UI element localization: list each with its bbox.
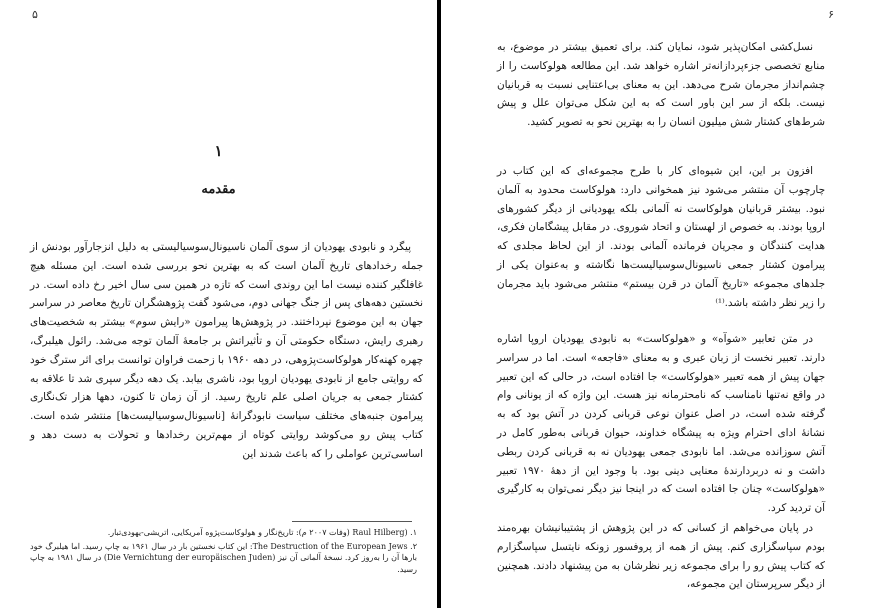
footnote: ۲. The Destruction of the European Jews: این کتاب نخستین بار در سال ۱۹۶۱ به چاپ رسید. اما هیلبرگ خود بارها آن را به‌روز کرد. نسخهٔ آلمانی آن نیز (Die Vernichtung der europäischen Juden) در سال ۱۹۸۱ به چاپ رسید. [30,541,418,574]
paragraph: افزون بر این، این شیوه‌ای کار با طرح مجموعه‌ای که این کتاب در چارچوب آن منتشر می‌شود نیز همخوانی دارد: هولوکاست محدود به آلمان نبود. بیشتر قربانیان هولوکاست نه آلمانی بلکه یهودیانی از دیگر کشورهای اروپا بودند. به خصوص از لهستان و اتحاد شوروی. در مقابل پیشگامان فکری، هدایت کنندگان و مجریان فرمانده آلمانی بودند. از این لحاظ مجلدی که پیرامون کشتار جمعی ناسیونال‌سوسیالیست‌ها نگاشته و به‌عنوان یکی از جلدهای مجموعه «تاریخ آلمان در قرن بیستم» منتشر می‌شود باید مجرمان را زیر نظر داشته باشد.⁽¹⁾ [497,165,825,309]
chapter-number: ۱ [214,142,223,160]
page-number: ۶ [828,8,834,21]
paragraph: در پایان می‌خواهم از کسانی که در این پژوهش از پشتیبانیشان بهره‌مند بودم سپاسگزاری کنم. پیش از همه از پروفسور زونکه نایتسل سپاسگزارم که کتاب پیش رو را برای مجموعه زیر نظرشان به من پیشنهاد دادند. همچنین از دیگر سرپرستان این مجموعه، [497,522,825,591]
footnotes [30,527,417,577]
paragraph: نسل‌کشی امکان‌پذیر شود، نمایان کند. برای تعمیق بیشتر در موضوع، به منابع تخصصی جزءپردازانه‌تر اشاره خواهد شد. این مطالعه هولوکاست را از چشم‌انداز مجرمان شرح می‌دهد. این به معنای بی‌اعتنایی نسبت به قربانیان نیست. بلکه از سر این باور است که به این شکل می‌توان علل و پیش شرط‌های کشتار شش میلیون انسان را به بهترین نحو به تصویر کشید. [497,41,825,129]
page-number: ۵ [32,8,38,21]
paragraph: پیگرد و نابودی یهودیان از سوی آلمان ناسیونال‌سوسیالیستی به دلیل انزجارآور بودنش از جمله رخدادهای تاریخ آلمان است که به بهترین نحو بررسی شده است. این مسئله هیچ غافلگیر کننده نیست اما این روندی است که تازه در همین سی سال اخیر رخ داده است. در نخستین دهه‌های پس از جنگ جهانی دوم، می‌شود گفت پژوهشگران تاریخ معاصر در سراسر جهان به این موضوع نپرداختند. در پژوهش‌ها پیرامون «رایش سوم» بیشتر به شخصیت‌های رهبری رایش، دستگاه حکومتی آن و تأثیراتش بر جامعهٔ آلمان توجه می‌شد. رائول هیلبرگ، چهره کهنه‌کار هولوکاست‌پژوهی، در دهه ۱۹۶۰ با زحمت فراوان توانست برای اثر سترگ خود که روایتی جامع از نابودی یهودیان اروپا بود، ناشری بیابد. یک دهه دیگر سپری شد تا علاقه به کشتار جمعی به جریان اصلی علم تاریخ رسید. از آن زمان تا کنون، دهها هزار تک‌نگاری پیرامون جنبه‌های مختلف سیاست نابودگرانهٔ [ناسیونال‌سوسیالیست‌ها] منتشر شده است. کتاب پیش رو می‌کوشد روایتی کوتاه از مهم‌ترین رخدادها و تحولات به دست دهد و اساسی‌ترین عواملی را که باعث شدند این [30,241,424,460]
footnote: ۱. (Raul Hilberg (وفات ۲۰۰۷ م): تاریخ‌نگار و هولوکاست‌پژوه آمریکایی، اتریشی-یهودی‌تبار. [107,528,417,537]
footnote-divider [292,521,412,522]
paragraph: در متن تعابیر «شوآه» و «هولوکاست» به نابودی یهودیان اروپا اشاره دارند. تعبیر نخست از زبان عبری و به معنای «فاجعه» است. اما در سراسر جهان پیش از همه تعبیر «هولوکاست» جا افتاده است، در حالی که این تعبیر در واقع نه‌تنها نامناسب که نامحترمانه نیز هست. این واژه که از یونانی وام گرفته شده است، در اصل عنوان نوعی قربانی کردن در آتش بود که به نشانهٔ ادای احترام ویژه به پیشگاه خداوند، حیوان قربانی به‌طور کامل در آتش سوزانده می‌شد. اما نابودی جمعی یهودیان نه به قربانی کردن ربطی داشت و نه دربردارندهٔ معنایی دینی بود. با وجود این از دههٔ ۱۹۷۰ تعبیر «هولوکاست» چنان جا افتاده است که در اینجا نیز دیگر نمی‌توان به کارگیری آن تردید کرد. [497,333,825,515]
right-page [441,0,874,608]
chapter-title: مقدمه [201,182,236,197]
body-text [30,238,423,464]
